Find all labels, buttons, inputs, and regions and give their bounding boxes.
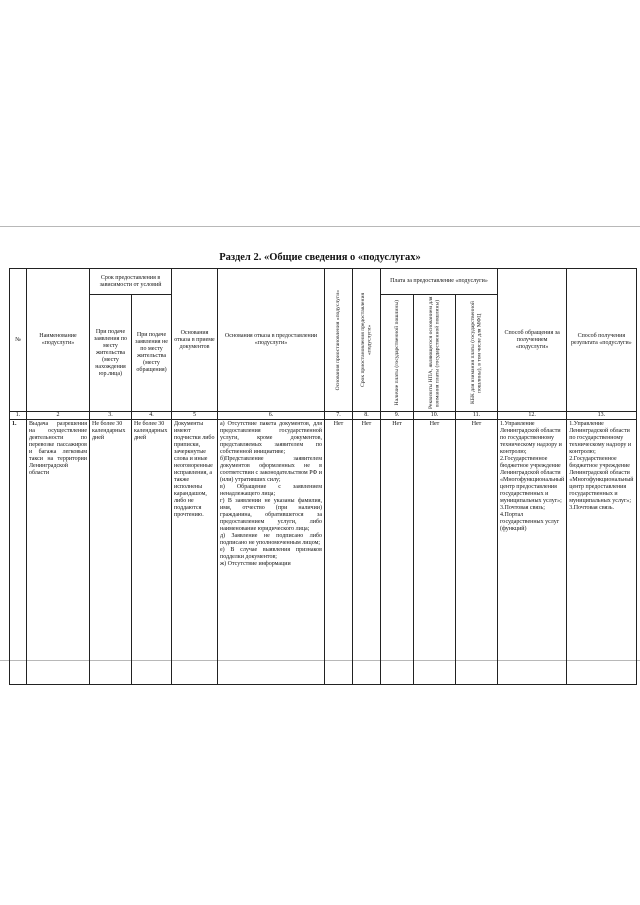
header-row-1 <box>10 269 637 295</box>
section-title: Раздел 2. «Общие сведения о «подуслугах» <box>219 252 421 263</box>
result-method-item: 3.Почтовая связь. <box>569 505 614 511</box>
suspend-term: Нет <box>353 420 381 685</box>
column-number: 1. <box>10 412 27 420</box>
header-fee-npa-text: Реквизиты НПА, являющегося основанием для взимания платы (государственной пошлины) <box>428 296 441 410</box>
column-number: 10. <box>414 412 456 420</box>
apply-method-item: 4.Портал государственных услуг (функций) <box>500 512 560 532</box>
header-result-method: Способ получения результата «подуслуги» <box>567 269 636 412</box>
refuse-provision-item: ж) Отсутствие информации <box>220 561 291 567</box>
header-fee-kbk <box>456 295 498 412</box>
refuse-provision-item: е) В случае выявления признаков подделки документов; <box>220 547 322 560</box>
header-refuse-provision: Основания отказа в предоставлении «подуслуги» <box>218 269 325 412</box>
column-number: 11. <box>456 412 498 420</box>
fee-npa: Нет <box>414 420 456 685</box>
header-suspend-grounds-text: Основания приостановления «подуслуги» <box>335 289 342 391</box>
header-fee-presence-text: Наличие платы (государственной пошлины) <box>393 300 400 406</box>
header-term-group: Срок предоставления в зависимости от условий <box>90 269 172 295</box>
term-non-residence: Не более 30 календарных дней <box>132 420 172 685</box>
header-term-non-residence: При подаче заявления не по месту жительства (месту обращения) <box>132 295 172 412</box>
column-number: 13. <box>567 412 636 420</box>
refuse-provision-item: в) Обращение с заявлением ненадлежащего лица; <box>220 484 322 497</box>
header-fee-kbk-text: КБК для взимания платы (государственной пошлины), в том числе для МФЦ <box>470 301 483 405</box>
apply-method-item: 2.Государственное бюджетное учреждение Ленинградской области «Многофункциональный центр предоставления государственных и муниципальных услуг»; <box>500 456 565 504</box>
fee-presence: Нет <box>381 420 414 685</box>
term-residence: Не более 30 календарных дней <box>90 420 132 685</box>
service-name: Выдача разрешения на осуществление деятельности по перевозке пассажиров и багажа легковым такси на территории Ленинградской области <box>27 420 90 685</box>
column-number-row <box>10 412 637 420</box>
services-table <box>9 268 637 685</box>
top-page-edge <box>0 226 640 227</box>
refuse-provision-item: а) Отсутствие пакета документов, для предоставления государственной услуги, кроме документов, представляемых заявителем по собственной инициативе; <box>220 421 322 455</box>
refuse-provision-item: г) В заявлении не указаны фамилия, имя, отчество (при наличии) гражданина, обратившегося за предоставлением услуги, либо наименование юридического лица; <box>220 498 322 532</box>
refuse-reception-grounds: Документы имеют подчистки либо приписки, зачеркнутые слова и иные неоговоренные исправления, а также исполнены карандашом, либо не поддаются прочтению. <box>172 420 218 685</box>
header-name: Наименование «подуслуги» <box>27 269 90 412</box>
header-fee-presence <box>381 295 414 412</box>
column-number: 8. <box>353 412 381 420</box>
apply-method <box>498 420 567 685</box>
header-suspend-term <box>353 269 381 412</box>
result-method <box>567 420 636 685</box>
column-number: 5 <box>172 412 218 420</box>
column-number: 12. <box>498 412 567 420</box>
refuse-provision-item: б)Представление заявителем документов оформленных не в соответствии с законодательством РФ и (или) утративших силу; <box>220 456 322 483</box>
row-number: 1. <box>10 420 27 685</box>
header-fee-group: Плата за предоставление «подуслуги» <box>381 269 498 295</box>
column-number: 3. <box>90 412 132 420</box>
column-number: 7. <box>325 412 353 420</box>
header-apply-method: Способ обращения за получением «подуслуги» <box>498 269 567 412</box>
header-refuse-reception: Основания отказа в приеме документов <box>172 269 218 412</box>
fee-kbk: Нет <box>456 420 498 685</box>
header-suspend-term-text: Срок приостановления предоставления «подуслуги» <box>360 292 373 388</box>
column-number: 6. <box>218 412 325 420</box>
column-number: 9. <box>381 412 414 420</box>
apply-method-item: 3.Почтовая связь; <box>500 505 545 511</box>
refuse-provision-grounds <box>218 420 325 685</box>
refuse-provision-item: д) Заявление не подписано либо подписано не уполномоченным лицом; <box>220 533 322 546</box>
header-suspend-grounds <box>325 269 353 412</box>
header-no: № <box>10 269 27 412</box>
header-fee-npa <box>414 295 456 412</box>
suspend-grounds: Нет <box>325 420 353 685</box>
result-method-item: 1.Управление Ленинградской области по государственному техническому надзору и контролю; <box>569 421 632 455</box>
table-row <box>10 420 637 685</box>
column-number: 2 <box>27 412 90 420</box>
header-term-residence: При подаче заявления по месту жительства (месту нахождения юр.лица) <box>90 295 132 412</box>
column-number: 4. <box>132 412 172 420</box>
apply-method-item: 1.Управление Ленинградской области по государственному техническому надзору и контролю; <box>500 421 562 455</box>
result-method-item: 2.Государственное бюджетное учреждение Ленинградской области «Многофункциональный центр предоставления государственных и муниципальных услуг»; <box>569 456 634 504</box>
